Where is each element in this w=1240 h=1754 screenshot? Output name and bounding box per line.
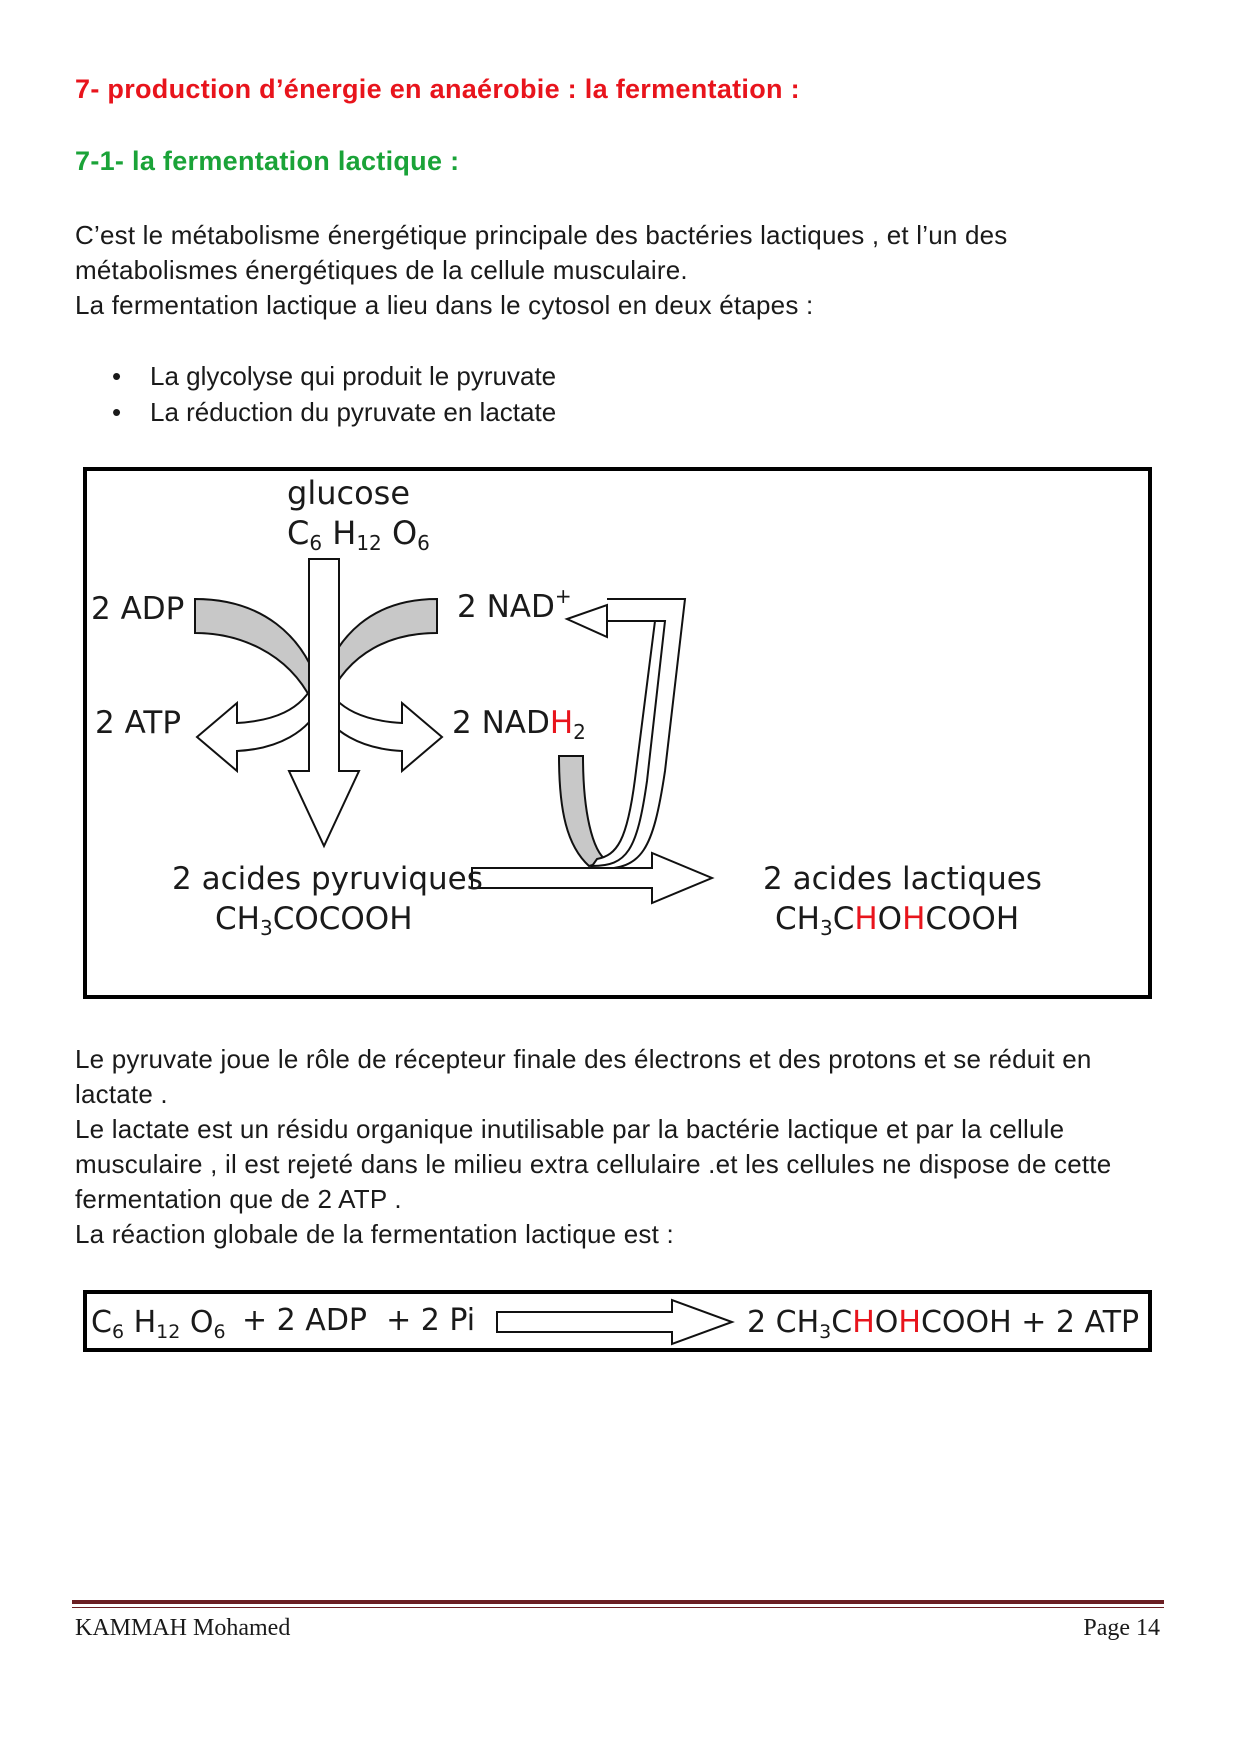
- atp-label: 2 ATP: [95, 705, 182, 741]
- intro-line-1: C’est le métabolisme énergétique principale des bactéries lactiques , et l’un des métabolismes énergétiques de la cellule musculaire.: [75, 220, 1008, 285]
- step-text: La glycolyse qui produit le pyruvate: [150, 361, 557, 391]
- list-item: [112, 358, 556, 394]
- conclusion-line-3: La réaction globale de la fermentation lactique est :: [75, 1219, 674, 1249]
- glucose-label: glucose: [287, 474, 411, 512]
- equation-arrow: [497, 1300, 732, 1344]
- pyruvic-formula: CH3COCOOH: [215, 901, 413, 940]
- pyruvic-label: 2 acides pyruviques: [172, 861, 483, 897]
- conclusion-paragraph: [75, 1042, 1165, 1252]
- glucose-formula: C6 H12 O6: [287, 514, 430, 555]
- list-item: [112, 394, 556, 430]
- lactic-formula: CH3CHOHCOOH: [775, 901, 1020, 940]
- footer-rule-thin: [72, 1607, 1164, 1608]
- section-heading: 7- production d’énergie en anaérobie : la fermentation :: [75, 74, 800, 104]
- atp-curve-arrow: [197, 681, 323, 771]
- nadh2-label: 2 NADH2: [452, 705, 586, 744]
- steps-list: [112, 358, 556, 430]
- nadh-recycle-gray: [559, 756, 607, 866]
- conclusion-line-1: Le pyruvate joue le rôle de récepteur finale des électrons et des protons et se réduit en lactate .: [75, 1044, 1092, 1109]
- equation-products: 2 $CH_3CHOHCOOH + 2$ ATP: [747, 1305, 1140, 1343]
- bullet-icon: •: [112, 397, 122, 427]
- footer-page-number: Page 14: [1083, 1615, 1160, 1641]
- footer-rule: [72, 1600, 1164, 1604]
- footer-author: KAMMAH Mohamed: [75, 1615, 291, 1641]
- adp-curve-arrow: [195, 599, 323, 701]
- conclusion-line-2: Le lactate est un résidu organique inutilisable par la bactérie lactique et par la cellule musculaire , il est rejeté dans le milieu extra cellulaire .et les cellules ne dispose de cette fermentation que de 2 ATP .: [75, 1114, 1112, 1214]
- equation-reactants: + 2 ADP + 2 Pi: [242, 1303, 476, 1338]
- equation-canvas: [87, 1294, 1148, 1348]
- adp-label: 2 ADP: [91, 591, 185, 627]
- lactic-fermentation-diagram: [83, 467, 1152, 999]
- equation-glucose: $C_6$ $H_{12}$ $O_6$: [91, 1305, 226, 1343]
- diagram-canvas: [87, 471, 1148, 995]
- nad-label: 2 NAD+: [457, 584, 572, 625]
- intro-paragraph: [75, 218, 1155, 323]
- bullet-icon: •: [112, 361, 122, 391]
- intro-line-2: La fermentation lactique a lieu dans le cytosol en deux étapes :: [75, 290, 814, 320]
- subsection-heading: 7-1- la fermentation lactique :: [75, 146, 460, 176]
- global-reaction-equation: [83, 1290, 1152, 1352]
- step-text: La réduction du pyruvate en lactate: [150, 397, 557, 427]
- lactic-label: 2 acides lactiques: [763, 861, 1042, 897]
